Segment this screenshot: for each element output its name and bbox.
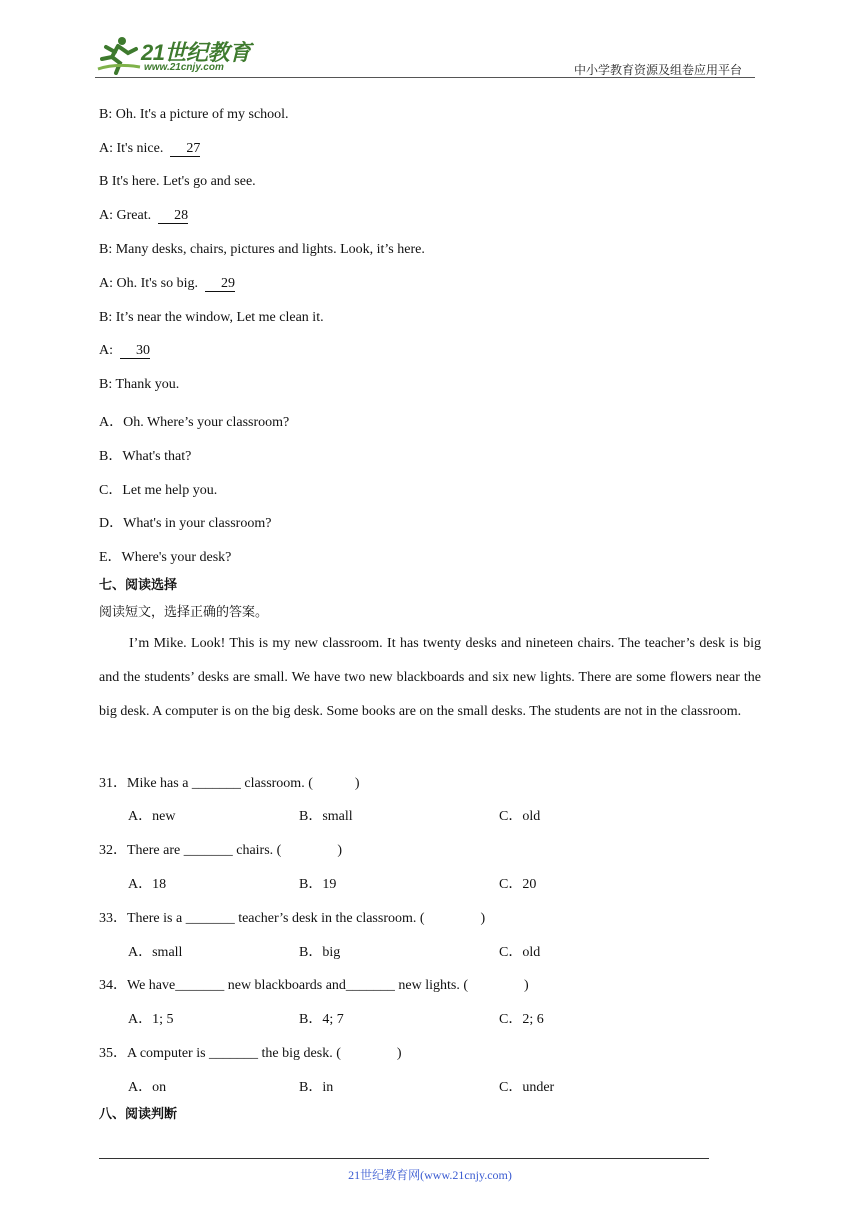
dialogue-line: B: It’s near the window, Let me clean it. [99,310,324,325]
logo-text: 21世纪教育 [141,40,251,65]
dialogue-line: A: 30 [99,343,150,358]
question-stem: 35．A computer is _______ the big desk. ( ) [99,1046,402,1061]
question-stem: 32．There are _______ chairs. ( ) [99,843,342,858]
choice-option[interactable]: E．Where's your desk? [99,550,232,565]
answer-option[interactable]: C．2; 6 [499,1012,544,1027]
answer-option[interactable]: B．in [299,1080,334,1095]
answer-option[interactable]: B．4; 7 [299,1012,344,1027]
header-divider [95,77,755,78]
question-stem: 33．There is a _______ teacher’s desk in the classroom. ( ) [99,911,486,926]
footer-divider [99,1158,709,1159]
answer-option[interactable]: A．on [128,1080,167,1095]
answer-option[interactable]: A．18 [128,877,167,892]
dialogue-line: B It's here. Let's go and see. [99,174,256,189]
dialogue-line: A: Great. 28 [99,208,189,223]
question-stem: 31．Mike has a _______ classroom. ( ) [99,776,360,791]
answer-blank[interactable]: 30 [120,344,150,359]
choice-option[interactable]: A．Oh. Where’s your classroom? [99,415,290,430]
answer-option[interactable]: A．small [128,945,183,960]
answer-option[interactable]: B．big [299,945,341,960]
answer-option[interactable]: C．20 [499,877,537,892]
choice-option[interactable]: B．What's that? [99,449,192,464]
answer-blank[interactable]: 29 [205,277,235,292]
question-stem: 34．We have_______ new blackboards and_______ new lights. ( ) [99,978,529,993]
answer-option[interactable]: C．old [499,945,541,960]
answer-blank[interactable]: 27 [170,142,200,157]
logo-url: www.21cnjy.com [144,62,224,73]
section-instruction: 阅读短文，选择正确的答案。 [99,605,269,620]
dialogue-line: A: Oh. It's so big. 29 [99,276,235,291]
answer-option[interactable]: C．old [499,809,541,824]
answer-option[interactable]: A．new [128,809,176,824]
answer-blank[interactable]: 28 [158,209,188,224]
runner-icon [96,35,142,75]
footer-link[interactable]: 21世纪教育网(www.21cnjy.com) [348,1168,512,1182]
dialogue-line: B: Many desks, chairs, pictures and lights. Look, it’s here. [99,242,425,257]
answer-option[interactable]: A．1; 5 [128,1012,174,1027]
dialogue-line: A: It's nice. 27 [99,141,201,156]
answer-option[interactable]: B．19 [299,877,337,892]
choice-option[interactable]: C．Let me help you. [99,483,218,498]
dialogue-line: B: Thank you. [99,377,180,392]
section-title: 八、阅读判断 [99,1107,178,1122]
section-title: 七、阅读选择 [99,578,178,593]
choice-option[interactable]: D．What's in your classroom? [99,516,272,531]
header-platform-title: 中小学教育资源及组卷应用平台 [574,63,743,77]
reading-passage: I’m Mike. Look! This is my new classroom. It has twenty desks and nineteen chairs. The teacher’s desk is big and the students’ desks are small. We have two new blackboards and six new lights. There are some flowers near the big desk. A computer is on the big desk. Some books are on the small desks. The students are not in the classroom. [99,636,761,719]
site-logo [96,33,266,77]
answer-option[interactable]: C．under [499,1080,555,1095]
dialogue-line: B: Oh. It's a picture of my school. [99,107,289,122]
answer-option[interactable]: B．small [299,809,353,824]
